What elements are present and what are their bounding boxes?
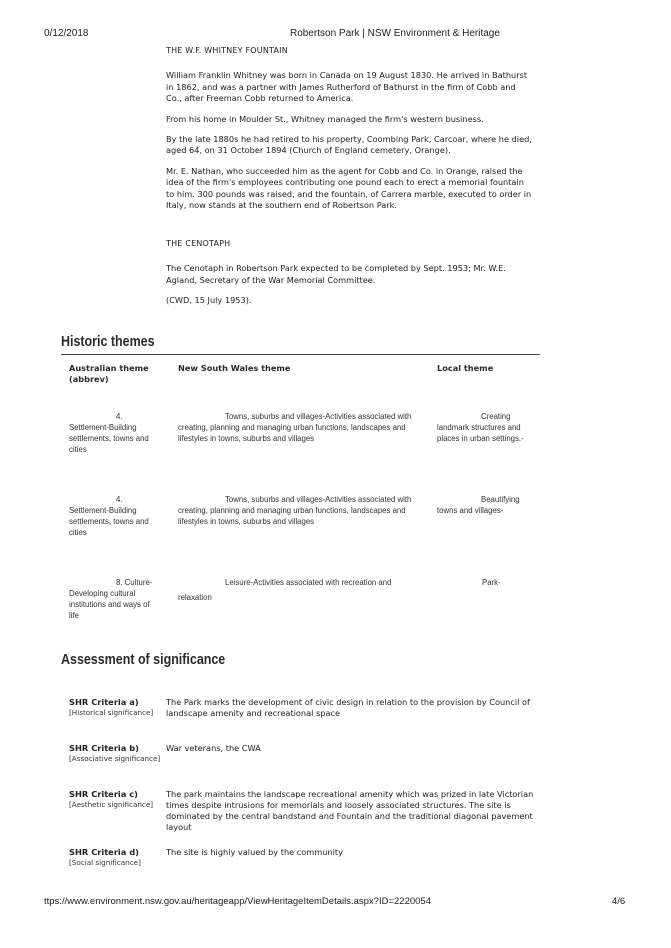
- criteria-label: SHR Criteria b) [Associative significance]: [69, 743, 161, 763]
- column-header-nsw: New South Wales theme: [178, 363, 291, 373]
- fountain-section: [166, 45, 534, 220]
- criteria-text: The Park marks the development of civic design in relation to the provision by Council of landscape amenity and recreational space: [166, 697, 530, 718]
- fountain-paragraph: By the late 1880s he had retired to his property, Coombing Park, Carcoar, where he died, aged 64, on 31 October 1894 (Church of England cemetery, Orange).: [166, 134, 532, 156]
- cenotaph-paragraph: The Cenotaph in Robertson Park expected to be completed by Sept. 1953; Mr. W.E. Agland, Secretary of the War Memorial Committee.: [166, 263, 506, 285]
- table-cell-nsw: Leisure-Activities associated with recreation and relaxation: [178, 578, 392, 602]
- table-cell-australian: 4. Settlement-Building settlements, towns and cities: [69, 495, 149, 537]
- table-cell-local: Beautifying towns and villages-: [437, 495, 520, 515]
- column-header-local: Local theme: [437, 363, 494, 373]
- table-cell-nsw: Towns, suburbs and villages-Activities associated with creating, planning and managing urban functions, landscapes and lifestyles in towns, suburbs and villages: [178, 412, 412, 443]
- fountain-heading: THE W.F. WHITNEY FOUNTAIN: [166, 46, 288, 55]
- cenotaph-heading: THE CENOTAPH: [166, 239, 231, 248]
- criteria-label: SHR Criteria a) [Historical significance]: [69, 697, 154, 717]
- table-cell-australian: 4. Settlement-Building settlements, towns and cities: [69, 412, 149, 454]
- criteria-text: The park maintains the landscape recreational amenity which was prized in late Victorian times despite intrusions for memorials and loosely associated structures. The site is dominated by the central bandstand and Fountain and the traditional diagonal pavement layout: [166, 789, 534, 832]
- cenotaph-paragraph: (CWD, 15 July 1953).: [166, 295, 252, 306]
- fountain-paragraph: From his home in Moulder St., Whitney managed the firm's western business.: [166, 113, 484, 124]
- table-cell-local: Park-: [482, 578, 501, 587]
- cenotaph-section: [166, 238, 534, 316]
- column-header-australian: Australian theme (abbrev): [69, 363, 149, 384]
- print-date: 0/12/2018: [44, 28, 89, 39]
- page-title: Robertson Park | NSW Environment & Heritage: [290, 28, 500, 39]
- criteria-text: The site is highly valued by the community: [166, 847, 343, 857]
- table-cell-australian: 8. Culture- Developing cultural institutions and ways of life: [69, 578, 153, 620]
- historic-themes-title: Historic themes: [61, 334, 155, 350]
- footer-url: ttps://www.environment.nsw.gov.au/heritageapp/ViewHeritageItemDetails.aspx?ID=2220054: [44, 896, 431, 907]
- criteria-label: SHR Criteria c) [Aesthetic significance]: [69, 789, 154, 809]
- fountain-paragraph: William Franklin Whitney was born in Canada on 19 August 1830. He arrived in Bathurst in 1862, and was a partner with James Rutherford of Bathurst in the firm of Cobb and Co., after Freeman Cobb returned to America.: [166, 70, 528, 104]
- fountain-paragraph: Mr. E. Nathan, who succeeded him as the agent for Cobb and Co. in Orange, raised the idea of the firm's employees contributing one pound each to erect a memorial fountain to him. 300 pounds was raised, and the fountain, of Carrera marble, executed to order in Italy, now stands at the southern end of Robertson Park.: [166, 165, 532, 211]
- table-cell-local: Creating landmark structures and places in urban settings.-: [437, 412, 524, 443]
- section-divider: [61, 354, 540, 355]
- criteria-text: War veterans, the CWA: [166, 743, 261, 753]
- criteria-label: SHR Criteria d) [Social significance]: [69, 847, 141, 867]
- assessment-title: Assessment of significance: [61, 652, 226, 668]
- table-cell-nsw: Towns, suburbs and villages-Activities associated with creating, planning and managing urban functions, landscapes and lifestyles in towns, suburbs and villages: [178, 495, 412, 526]
- page-number: 4/6: [612, 896, 626, 907]
